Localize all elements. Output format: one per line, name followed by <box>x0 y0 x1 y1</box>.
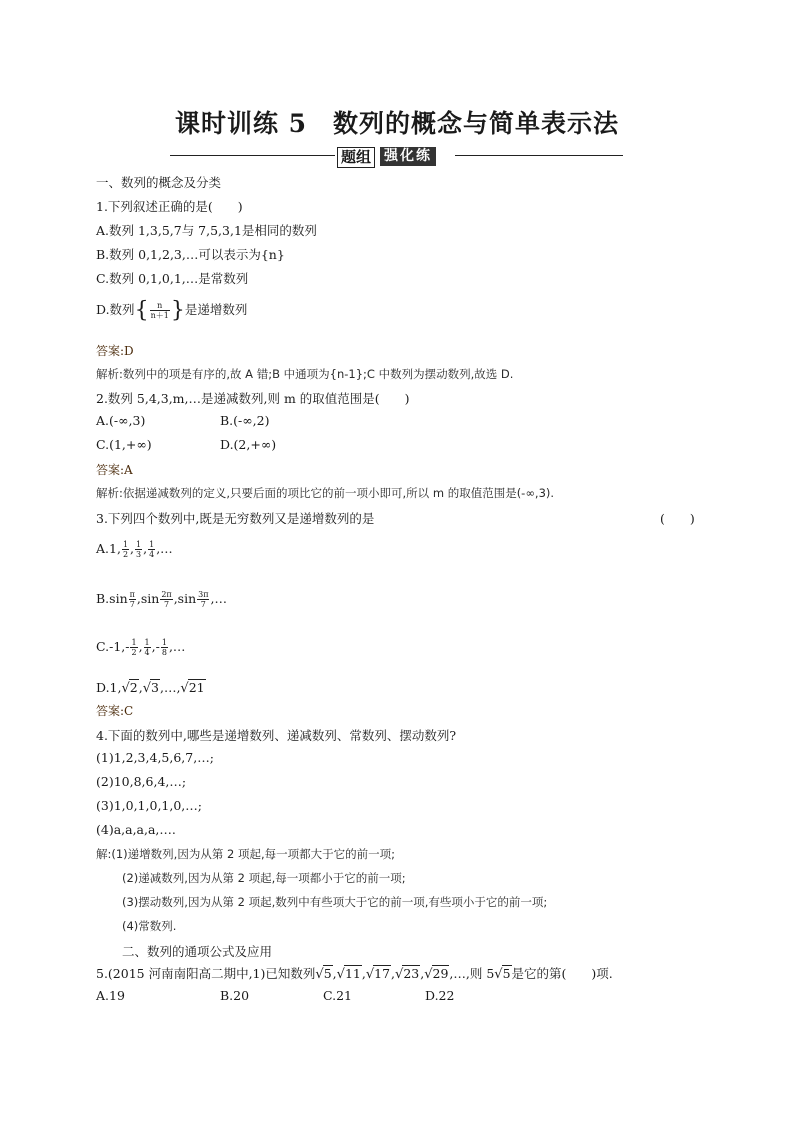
q3-option-c <box>96 638 185 657</box>
fraction-denominator: 2 <box>131 648 137 657</box>
q5-stem-suffix: 是它的第( )项. <box>511 966 613 981</box>
q1-d-fraction <box>150 301 170 320</box>
sqrt-icon: √ <box>180 681 189 696</box>
q3-a-frac-2 <box>135 540 142 559</box>
q2-stem: 2.数列 5,4,3,m,…是递减数列,则 m 的取值范围是( ) <box>96 391 410 406</box>
q2-option-b: B.(-∞,2) <box>220 413 270 428</box>
left-brace-icon: { <box>134 298 149 323</box>
q5-option-d: D.22 <box>425 988 455 1003</box>
fraction-numerator: 3π <box>198 590 209 599</box>
sqrt-icon: √ <box>142 681 152 696</box>
q3-option-d: D.1,√2,√3,…,√21 <box>96 680 205 696</box>
sqrt-icon: √ <box>395 967 404 982</box>
q4-item-3: (3)1,0,1,0,1,0,…; <box>96 798 202 813</box>
q3-d-radicand-1: 2 <box>129 680 138 695</box>
q3-c-suffix: ,… <box>168 639 186 654</box>
q3-d-prefix: D.1, <box>96 680 122 695</box>
q3-b-sep-1: ,sin <box>136 591 160 606</box>
q2-option-a: A.(-∞,3) <box>96 413 146 428</box>
q2-option-c: C.(1,+∞) <box>96 437 152 452</box>
q4-stem: 4.下面的数列中,哪些是递增数列、递减数列、常数列、摆动数列? <box>96 728 457 743</box>
fraction-numerator: 1 <box>149 540 155 549</box>
fraction-numerator: 1 <box>131 638 137 647</box>
sqrt-icon: √ <box>315 967 324 982</box>
q3-stem: 3.下列四个数列中,既是无穷数列又是递增数列的是 <box>96 511 375 526</box>
q5-option-c: C.21 <box>323 988 352 1003</box>
banner-left-rule <box>170 155 335 156</box>
q5-stem: 5.(2015 河南南阳高二期中,1)已知数列√5,√11,√17,√23,√29,…,则 5√5是它的第( )项. <box>96 966 613 982</box>
sqrt-icon: √ <box>121 681 130 696</box>
q2-solution: 解析:依据递减数列的定义,只要后面的项比它的前一项小即可,所以 m 的取值范围是(-∞,3). <box>96 486 555 500</box>
banner-label-group: 题组 <box>337 147 375 168</box>
q1-solution: 解析:数列中的项是有序的,故 A 错;B 中通项为{n-1};C 中数列为摆动数列,故选 D. <box>96 367 514 381</box>
fraction-denominator: 3 <box>136 550 142 559</box>
fraction-numerator: n <box>150 301 170 311</box>
fraction-denominator: 4 <box>149 550 155 559</box>
q3-d-sep: ,…, <box>159 680 181 695</box>
q3-b-frac-3 <box>197 590 209 609</box>
q5-radicand-5: 29 <box>432 966 449 981</box>
fraction-denominator: n＋1 <box>150 311 169 320</box>
q3-a-frac-1 <box>122 540 129 559</box>
q1-d-prefix: D.数列 <box>96 302 135 317</box>
q1-option-d <box>96 298 247 323</box>
right-brace-icon: } <box>170 298 185 323</box>
fraction-denominator: 7 <box>163 600 170 609</box>
sqrt-icon: √ <box>424 967 433 982</box>
q4-item-2: (2)10,8,6,4,…; <box>96 774 187 789</box>
q1-d-suffix: 是递增数列 <box>184 302 248 317</box>
q4-item-1: (1)1,2,3,4,5,6,7,…; <box>96 750 214 765</box>
q2-option-d: D.(2,+∞) <box>220 437 277 452</box>
q1-option-a: A.数列 1,3,5,7与 7,5,3,1是相同的数列 <box>96 223 317 238</box>
section-heading-1: 一、数列的概念及分类 <box>96 175 222 190</box>
q5-option-b: B.20 <box>220 988 250 1003</box>
q4-solution-3: (3)摆动数列,因为从第 2 项起,数列中有些项大于它的前一项,有些项小于它的前一项; <box>122 895 548 909</box>
sqrt-icon: √ <box>494 967 503 982</box>
q4-solution-2: (2)递减数列,因为从第 2 项起,每一项都小于它的前一项; <box>122 871 406 885</box>
q5-radicand-3: 17 <box>374 966 391 981</box>
q3-d-radicand-3: 21 <box>188 680 205 695</box>
fraction-denominator: 7 <box>129 600 135 609</box>
q3-c-sep-2: ,- <box>151 639 160 654</box>
q1-option-b: B.数列 0,1,2,3,…可以表示为{n} <box>96 247 285 262</box>
q3-answer: 答案:C <box>96 704 134 718</box>
banner-label-practice: 强化练 <box>380 147 436 166</box>
fraction-numerator: 1 <box>144 638 150 647</box>
fraction-numerator: 1 <box>136 540 142 549</box>
q5-stem-prefix: 5.(2015 河南南阳高二期中,1)已知数列 <box>96 966 316 981</box>
q3-a-prefix: A.1, <box>96 541 121 556</box>
q3-c-sep-1: , <box>138 639 143 654</box>
q1-option-c: C.数列 0,1,0,1,…是常数列 <box>96 271 249 286</box>
q1-stem: 1.下列叙述正确的是( ) <box>96 199 243 214</box>
q3-paren: ( ) <box>660 511 695 526</box>
sqrt-icon: √ <box>336 967 345 982</box>
q5-stem-middle: ,…,则 5 <box>449 966 495 981</box>
q4-solution-4: (4)常数列. <box>122 919 177 933</box>
section-heading-2: 二、数列的通项公式及应用 <box>122 944 273 959</box>
fraction-denominator: 2 <box>122 550 129 559</box>
fraction-numerator: 1 <box>122 540 129 549</box>
q5-option-a: A.19 <box>96 988 125 1003</box>
fraction-numerator: π <box>129 590 135 599</box>
fraction-denominator: 8 <box>161 648 167 657</box>
q3-option-a: A.1, $\frac{1}{2}$ , $\frac{1}{3}$ , $\frac{1}{4}$ ,… <box>96 540 173 559</box>
banner-right-rule <box>455 155 623 156</box>
q2-answer: 答案:A <box>96 463 133 477</box>
q3-c-frac-3 <box>161 638 168 657</box>
q3-b-suffix: ,… <box>210 591 227 606</box>
q3-c-prefix: C.-1,- <box>96 639 130 654</box>
q3-c-frac-1 <box>130 638 137 657</box>
q3-c-frac-2 <box>144 638 151 657</box>
q5-radicand-6: 5 <box>502 966 511 981</box>
fraction-numerator: 1 <box>161 638 167 647</box>
fraction-numerator: 2π <box>161 590 172 599</box>
q3-b-frac-2 <box>160 590 172 609</box>
q1-answer: 答案:D <box>96 344 134 358</box>
q3-option-b <box>96 590 227 609</box>
q3-a-suffix: ,… <box>156 541 173 556</box>
q3-a-frac-3 <box>148 540 155 559</box>
fraction-denominator: 7 <box>200 600 206 609</box>
q3-b-sep-2: ,sin <box>173 591 197 606</box>
q3-b-frac-1 <box>129 590 136 609</box>
q4-solution-1: 解:(1)递增数列,因为从第 2 项起,每一项都大于它的前一项; <box>96 847 395 861</box>
q5-radicand-2: 11 <box>344 966 361 981</box>
q5-radicand-4: 23 <box>403 966 420 981</box>
q5-radicand-1: 5 <box>323 966 332 981</box>
fraction-denominator: 4 <box>144 648 150 657</box>
page-title: 课时训练 5 数列的概念与简单表示法 <box>174 109 620 138</box>
q4-item-4: (4)a,a,a,a,…. <box>96 822 176 837</box>
sqrt-icon: √ <box>365 967 375 982</box>
q3-d-radicand-2: 3 <box>151 680 159 695</box>
q3-b-prefix: B.sin <box>96 591 128 606</box>
